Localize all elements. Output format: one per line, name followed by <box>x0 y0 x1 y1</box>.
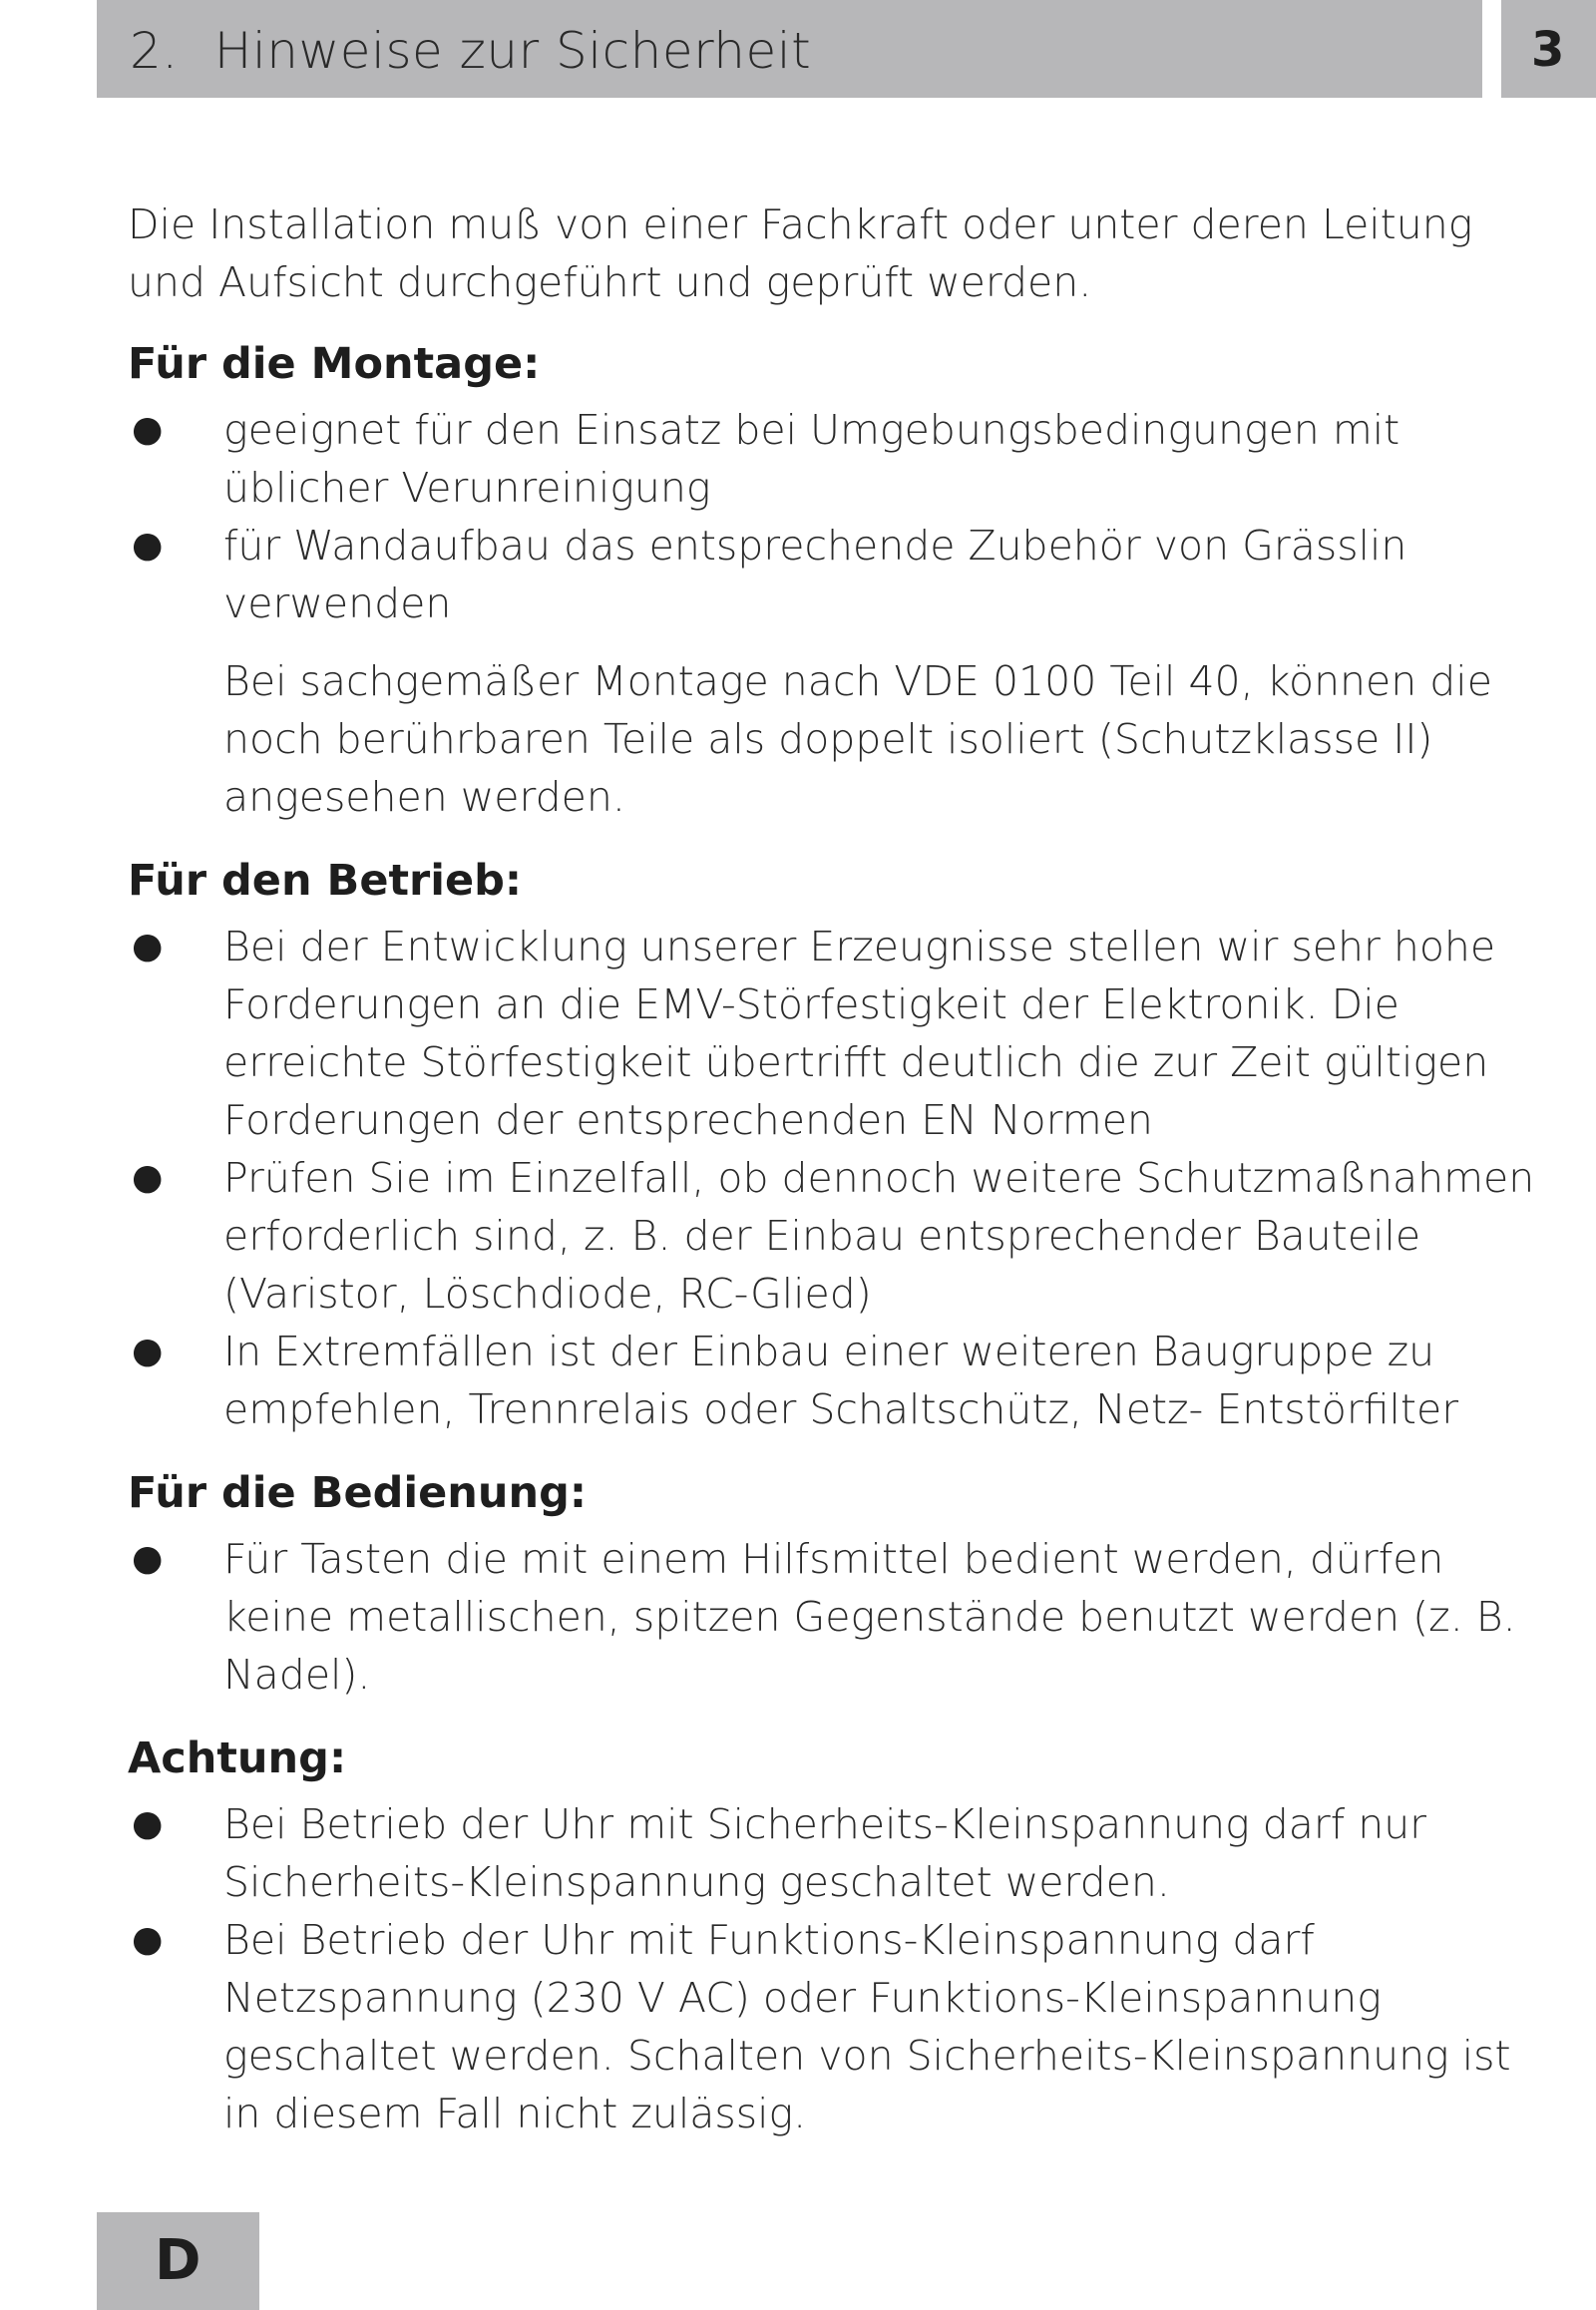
language-label: D <box>155 2228 201 2293</box>
bullet-icon: ● <box>132 1538 164 1579</box>
section-achtung <box>128 1730 1544 2142</box>
bullet-icon: ● <box>132 1803 164 1844</box>
list-item <box>128 1911 1544 2142</box>
list-item <box>128 517 1544 632</box>
list-item-text: Für Tasten die mit einem Hilfsmittel bedient werden, dürfen keine metallischen, spitzen Gegenstände benutzt werden (z. B. Nadel). <box>223 1535 1516 1699</box>
list-item-text: Bei der Entwicklung unserer Erzeugnisse stellen wir sehr hohe Forderungen an die EMV-Störfestigkeit der Elektronik. Die erreichte Störfestigkeit übertrifft deutlich die zur Zeit gültigen Forderungen der entsprechenden EN Normen <box>223 923 1496 1144</box>
bullet-icon: ● <box>132 1157 164 1198</box>
list-item <box>128 1323 1544 1438</box>
heading-bedienung: Für die Bedienung: <box>128 1468 588 1518</box>
montage-list <box>128 401 1544 632</box>
betrieb-list <box>128 918 1544 1438</box>
achtung-list <box>128 1795 1544 2142</box>
main-content <box>128 195 1544 2168</box>
list-item-text: In Extremfällen ist der Einbau einer weiteren Baugruppe zu empfehlen, Trennrelais oder Schaltschütz, Netz- Entstörfilter <box>223 1328 1459 1433</box>
montage-note: Bei sachgemäßer Montage nach VDE 0100 Teil 40, können die noch berührbaren Teile als doppelt isoliert (Schutzklasse II) angesehen werden. <box>223 657 1492 821</box>
bullet-icon: ● <box>132 525 164 566</box>
section-number: 2. <box>130 22 179 80</box>
list-item <box>128 918 1544 1149</box>
intro-paragraph: Die Installation muß von einer Fachkraft oder unter deren Leitung und Aufsicht durchgeführt und geprüft werden. <box>128 200 1473 306</box>
heading-achtung: Achtung: <box>128 1733 347 1783</box>
list-item-text: geeignet für den Einsatz bei Umgebungsbedingungen mit üblicher Verunreinigung <box>223 406 1400 512</box>
section-title: Hinweise zur Sicherheit <box>213 22 812 80</box>
list-item-text: Prüfen Sie im Einzelfall, ob dennoch weitere Schutzmaßnahmen erforderlich sind, z. B. der Einbau entsprechender Bauteile (Varistor, Löschdiode, RC-Glied) <box>223 1154 1535 1318</box>
page-number: 3 <box>1531 22 1565 78</box>
section-betrieb <box>128 852 1544 1438</box>
list-item <box>128 401 1544 517</box>
list-item-text: Bei Betrieb der Uhr mit Funktions-Kleinspannung darf Netzspannung (230 V AC) oder Funktions-Kleinspannung geschaltet werden. Schalten von Sicherheits-Kleinspannung ist in diesem Fall nicht zulässig. <box>223 1916 1511 2137</box>
bullet-icon: ● <box>132 409 164 450</box>
heading-montage: Für die Montage: <box>128 339 541 389</box>
list-item <box>128 1795 1544 1911</box>
bullet-icon: ● <box>132 926 164 966</box>
list-item-text: für Wandaufbau das entsprechende Zubehör von Grässlin verwenden <box>223 522 1407 627</box>
page-title <box>130 22 811 80</box>
list-item-text: Bei Betrieb der Uhr mit Sicherheits-Kleinspannung darf nur Sicherheits-Kleinspannung geschaltet werden. <box>223 1800 1427 1906</box>
heading-betrieb: Für den Betrieb: <box>128 856 523 906</box>
bullet-icon: ● <box>132 1331 164 1371</box>
list-item <box>128 1530 1544 1704</box>
bullet-icon: ● <box>132 1919 164 1960</box>
list-item <box>128 1149 1544 1323</box>
section-bedienung <box>128 1464 1544 1704</box>
bedienung-list <box>128 1530 1544 1704</box>
section-montage <box>128 335 1544 826</box>
